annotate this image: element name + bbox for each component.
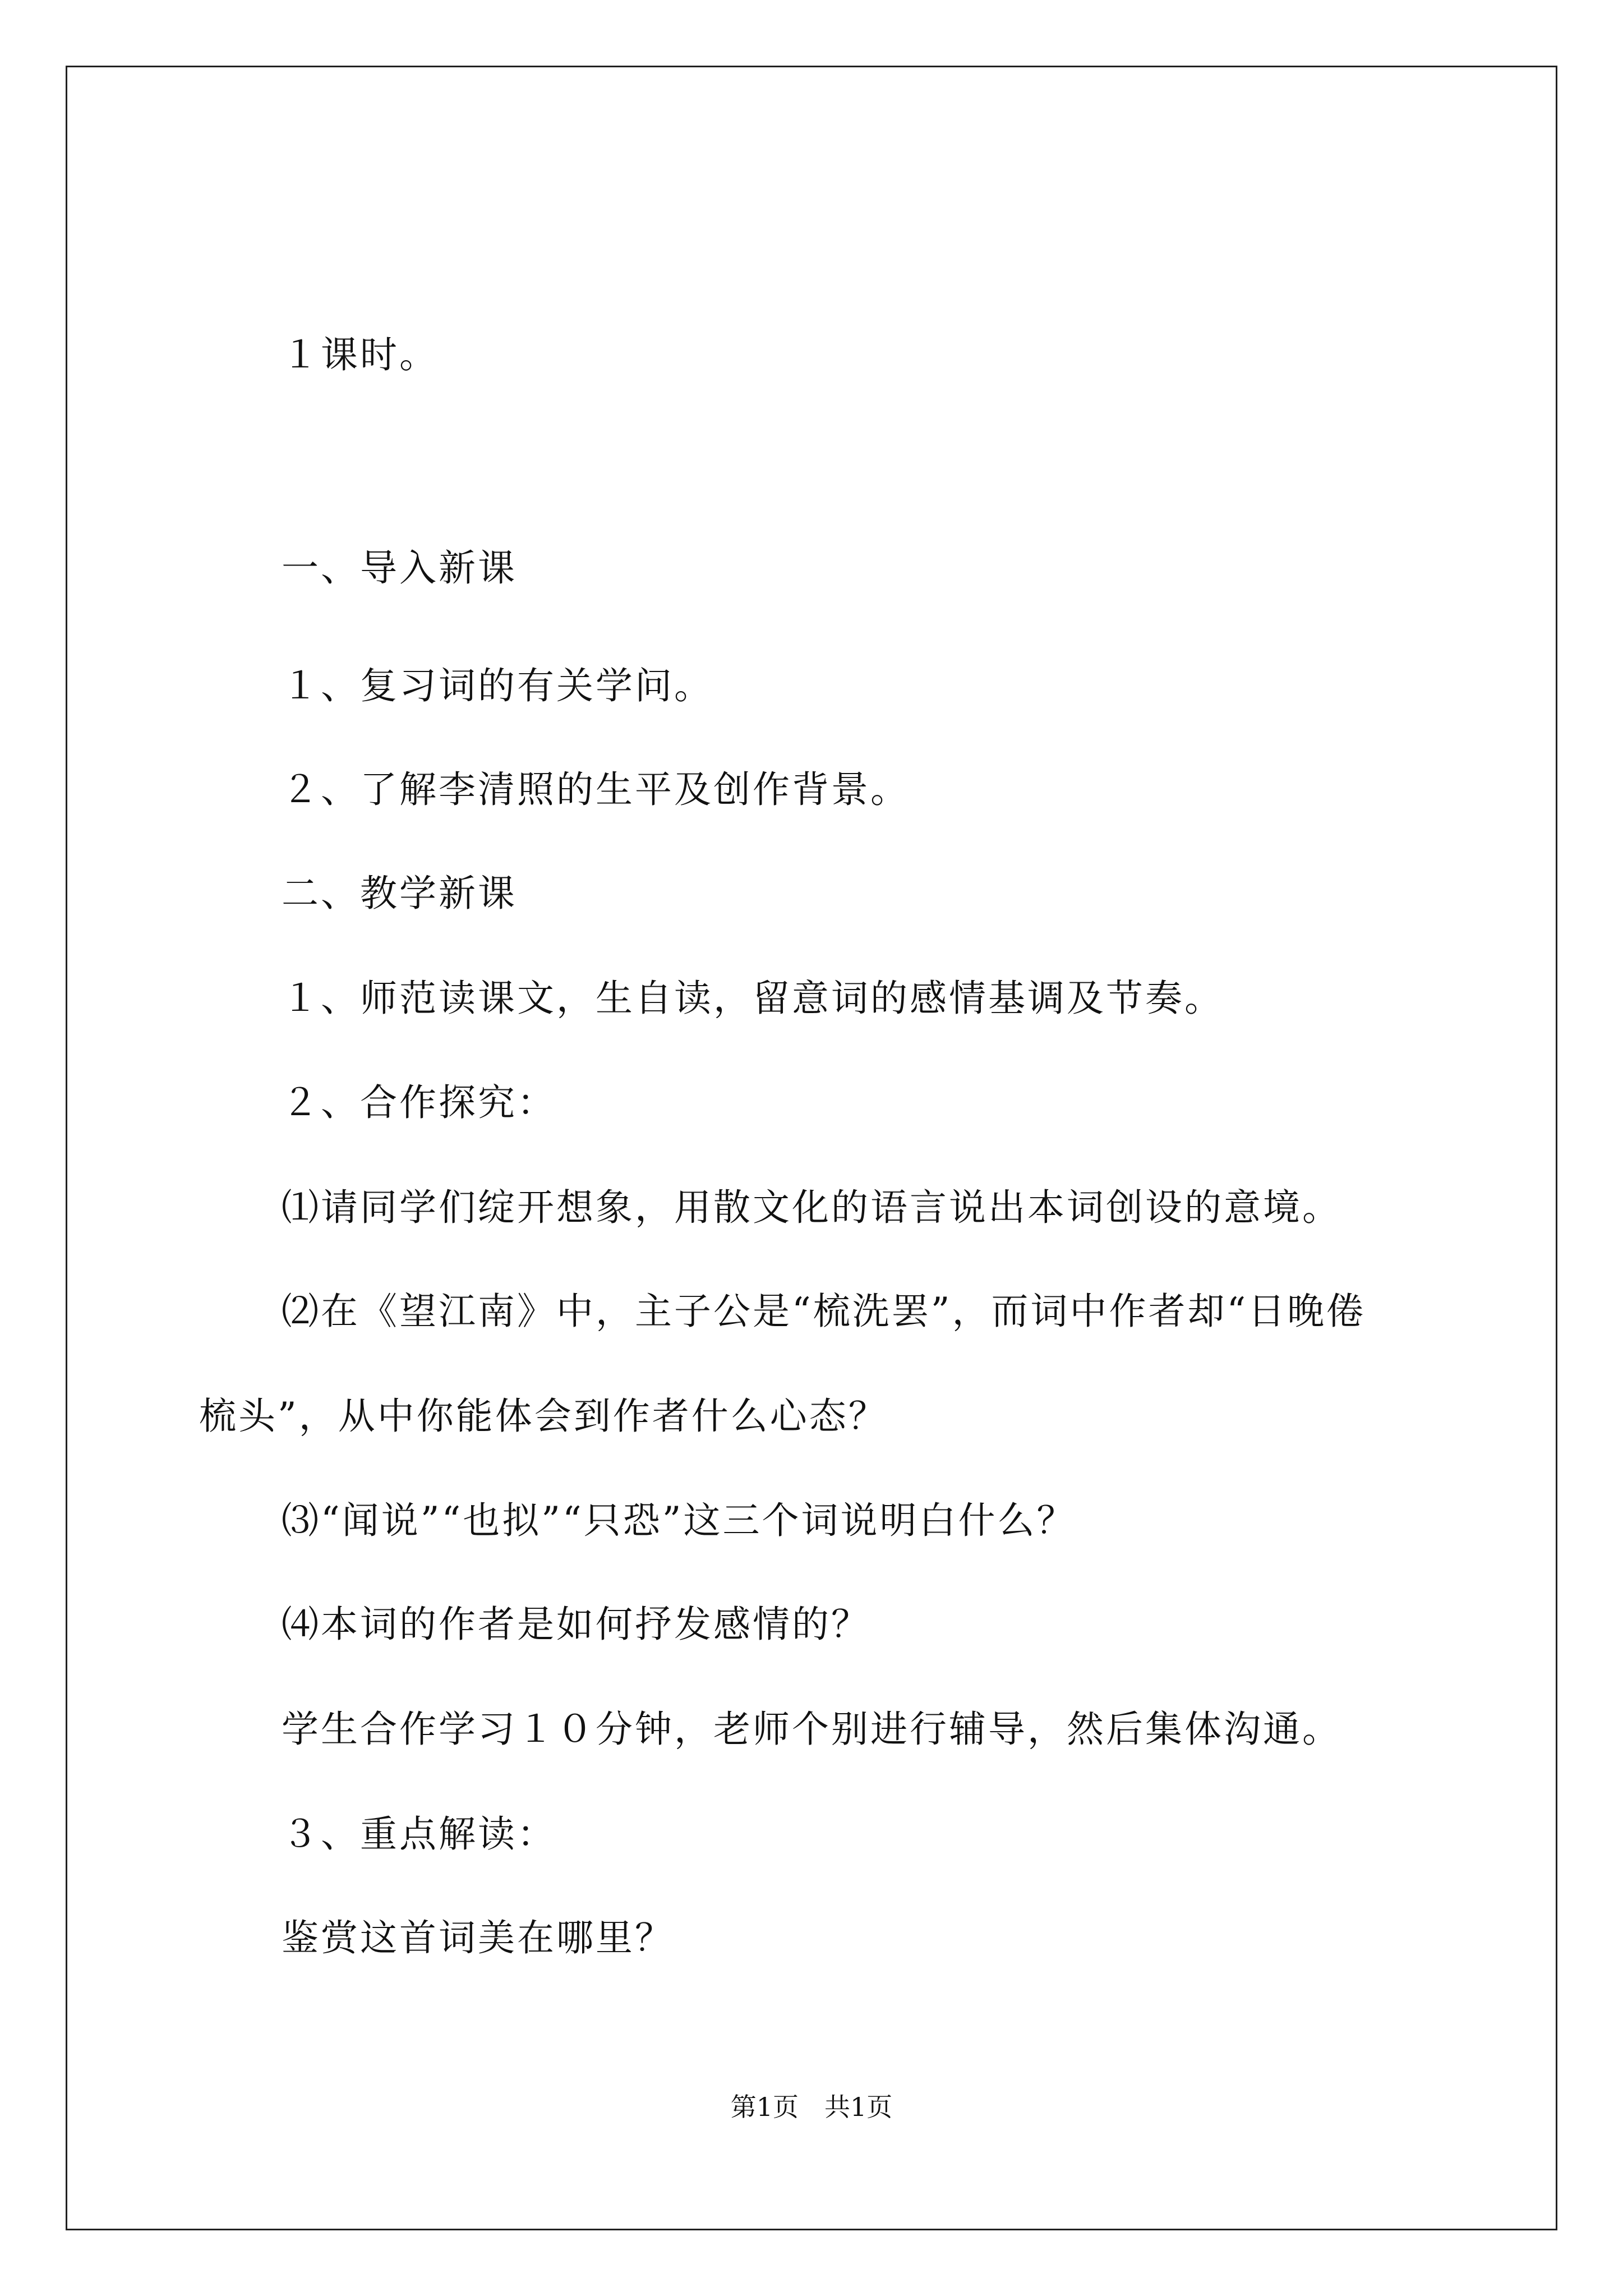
page-footer [0, 2094, 1623, 2120]
question-1: ⑴请同学们绽开想象，用散文化的语言说出本词创设的意境。 [282, 1186, 1341, 1229]
question-3: ⑶“闻说”“也拟”“只恐”这三个词说明白什么？ [282, 1499, 1076, 1542]
text-line-7: ３、重点解读： [282, 1812, 556, 1856]
question-2-continued: 梳头”，从中你能体会到作者什么心态？ [199, 1395, 888, 1438]
section-heading-2: 二、教学新课 [282, 872, 517, 915]
question-4: ⑷本词的作者是如何抒发感情的？ [282, 1603, 870, 1646]
text-line-3: ２、了解李清照的生平及创作背景。 [282, 768, 910, 811]
text-line-8: 鉴赏这首词美在哪里？ [282, 1916, 674, 1959]
text-line-1: １课时。 [282, 333, 439, 376]
section-heading-1: 一、导入新课 [282, 546, 517, 590]
text-line-2: １、复习词的有关学问。 [282, 664, 713, 707]
text-line-4: １、师范读课文，生自读，留意词的感情基调及节奏。 [282, 977, 1224, 1020]
current-page-label: 第1页 [730, 2092, 799, 2122]
total-pages-label: 共1页 [824, 2092, 893, 2122]
question-2: ⑵在《望江南》中，主子公是“梳洗罢”，而词中作者却“日晚倦 [282, 1290, 1366, 1333]
page-border [66, 66, 1557, 2230]
text-line-6: 学生合作学习１０分钟，老师个别进行辅导，然后集体沟通。 [282, 1708, 1341, 1751]
text-line-5: ２、合作探究： [282, 1081, 556, 1124]
